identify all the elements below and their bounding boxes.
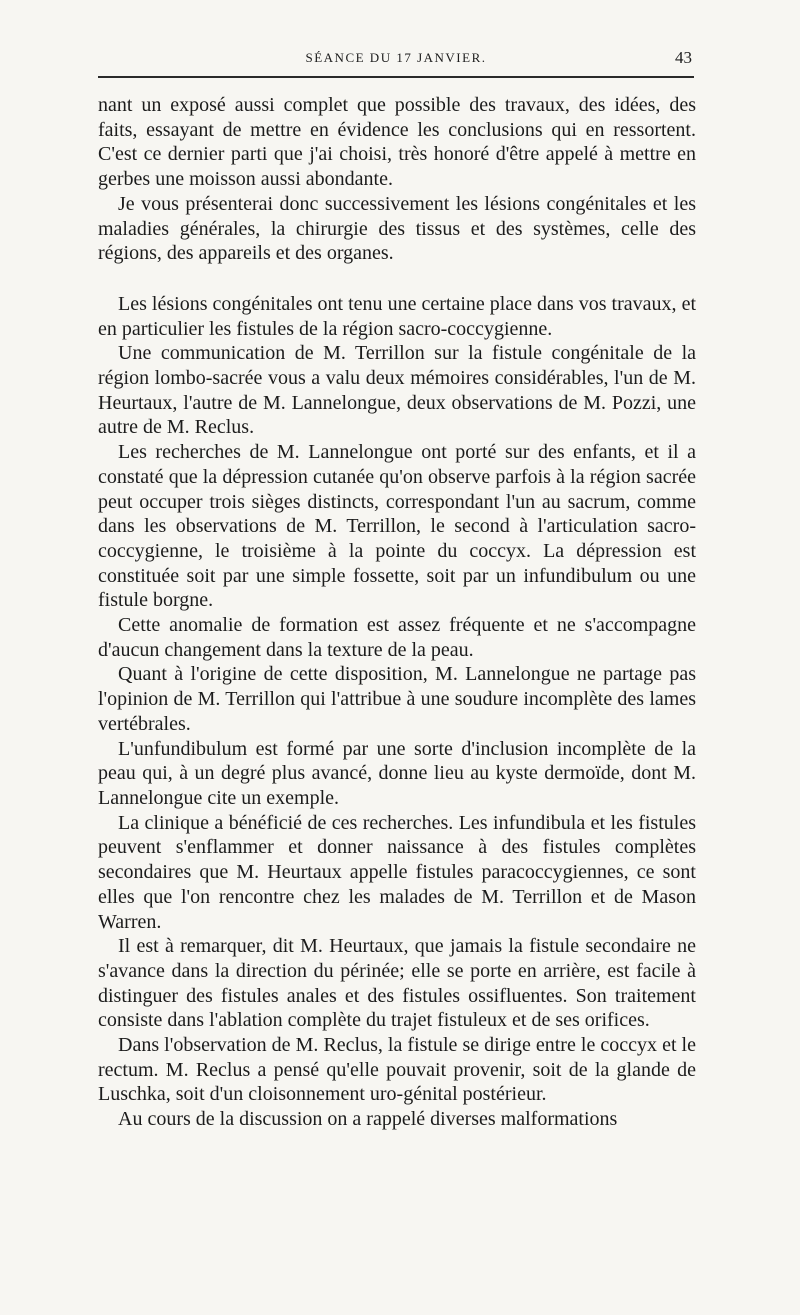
- paragraph: La clinique a bénéficié de ces recherches. Les infundibula et les fistules peuvent s'enflammer et donner naissance à des fistules complètes secondaires que M. Heurtaux appelle fistules paracoccygiennes, ce sont elles que l'on rencontre chez les malades de M. Terrillon et de Mason Warren.: [98, 811, 696, 933]
- paragraph: Cette anomalie de formation est assez fréquente et ne s'accompagne d'aucun changement dans la texture de la peau.: [98, 614, 696, 661]
- paragraph: Dans l'observation de M. Reclus, la fistule se dirige entre le coccyx et le rectum. M. Reclus a pensé qu'elle pouvait provenir, soit de la glande de Luschka, soit d'un cloisonnement uro-génital postérieur.: [98, 1034, 696, 1106]
- paragraph: Il est à remarquer, dit M. Heurtaux, que jamais la fistule secondaire ne s'avance dans la direction du périnée; elle se porte en arrière, est facile à distinguer des fistules anales et des fistules ossifluentes. Son traitement consiste dans l'ablation complète du trajet fistuleux et de ses orifices.: [98, 935, 696, 1032]
- paragraph: Les recherches de M. Lannelongue ont porté sur des enfants, et il a constaté que la dépression cutanée qu'on observe parfois à la région sacrée peut occuper trois sièges distincts, correspondant l'un au sacrum, comme dans les observations de M. Terrillon, le second à l'articulation sacro-coccygienne, le troisième à la pointe du coccyx. La dépression est constituée soit par une simple fossette, soit par un infundibulum ou une fistule borgne.: [98, 441, 696, 612]
- body-text: [98, 93, 696, 1132]
- paragraph: nant un exposé aussi complet que possible des travaux, des idées, des faits, essayant de mettre en évidence les conclusions qui en ressortent. C'est ce dernier parti que j'ai choisi, très honoré d'être appelé à mettre en gerbes une moisson aussi abondante.: [98, 94, 696, 191]
- paragraph: Quant à l'origine de cette disposition, M. Lannelongue ne partage pas l'opinion de M. Terrillon qui l'attribue à une soudure incomplète des lames vertébrales.: [98, 663, 696, 735]
- running-head: [98, 48, 694, 70]
- running-title: SÉANCE DU 17 JANVIER.: [305, 50, 487, 65]
- page-number: 43: [675, 48, 692, 67]
- header-rule: [98, 76, 694, 78]
- paragraph: Au cours de la discussion on a rappelé diverses malformations: [118, 1108, 618, 1131]
- paragraph: Les lésions congénitales ont tenu une certaine place dans vos travaux, et en particulier les fistules de la région sacro-coccygienne.: [98, 292, 696, 340]
- paragraph: Je vous présenterai donc successivement les lésions congénitales et les maladies générales, la chirurgie des tissus et des systèmes, celle des régions, des appareils et des organes.: [98, 192, 696, 265]
- paragraph: Une communication de M. Terrillon sur la fistule congénitale de la région lombo-sacrée vous a valu deux mémoires considérables, l'un de M. Heurtaux, l'autre de M. Lannelongue, deux observations de M. Pozzi, une autre de M. Reclus.: [98, 342, 696, 439]
- paragraph: L'unfundibulum est formé par une sorte d'inclusion incomplète de la peau qui, à un degré plus avancé, donne lieu au kyste dermoïde, dont M. Lannelongue cite un exemple.: [98, 737, 696, 809]
